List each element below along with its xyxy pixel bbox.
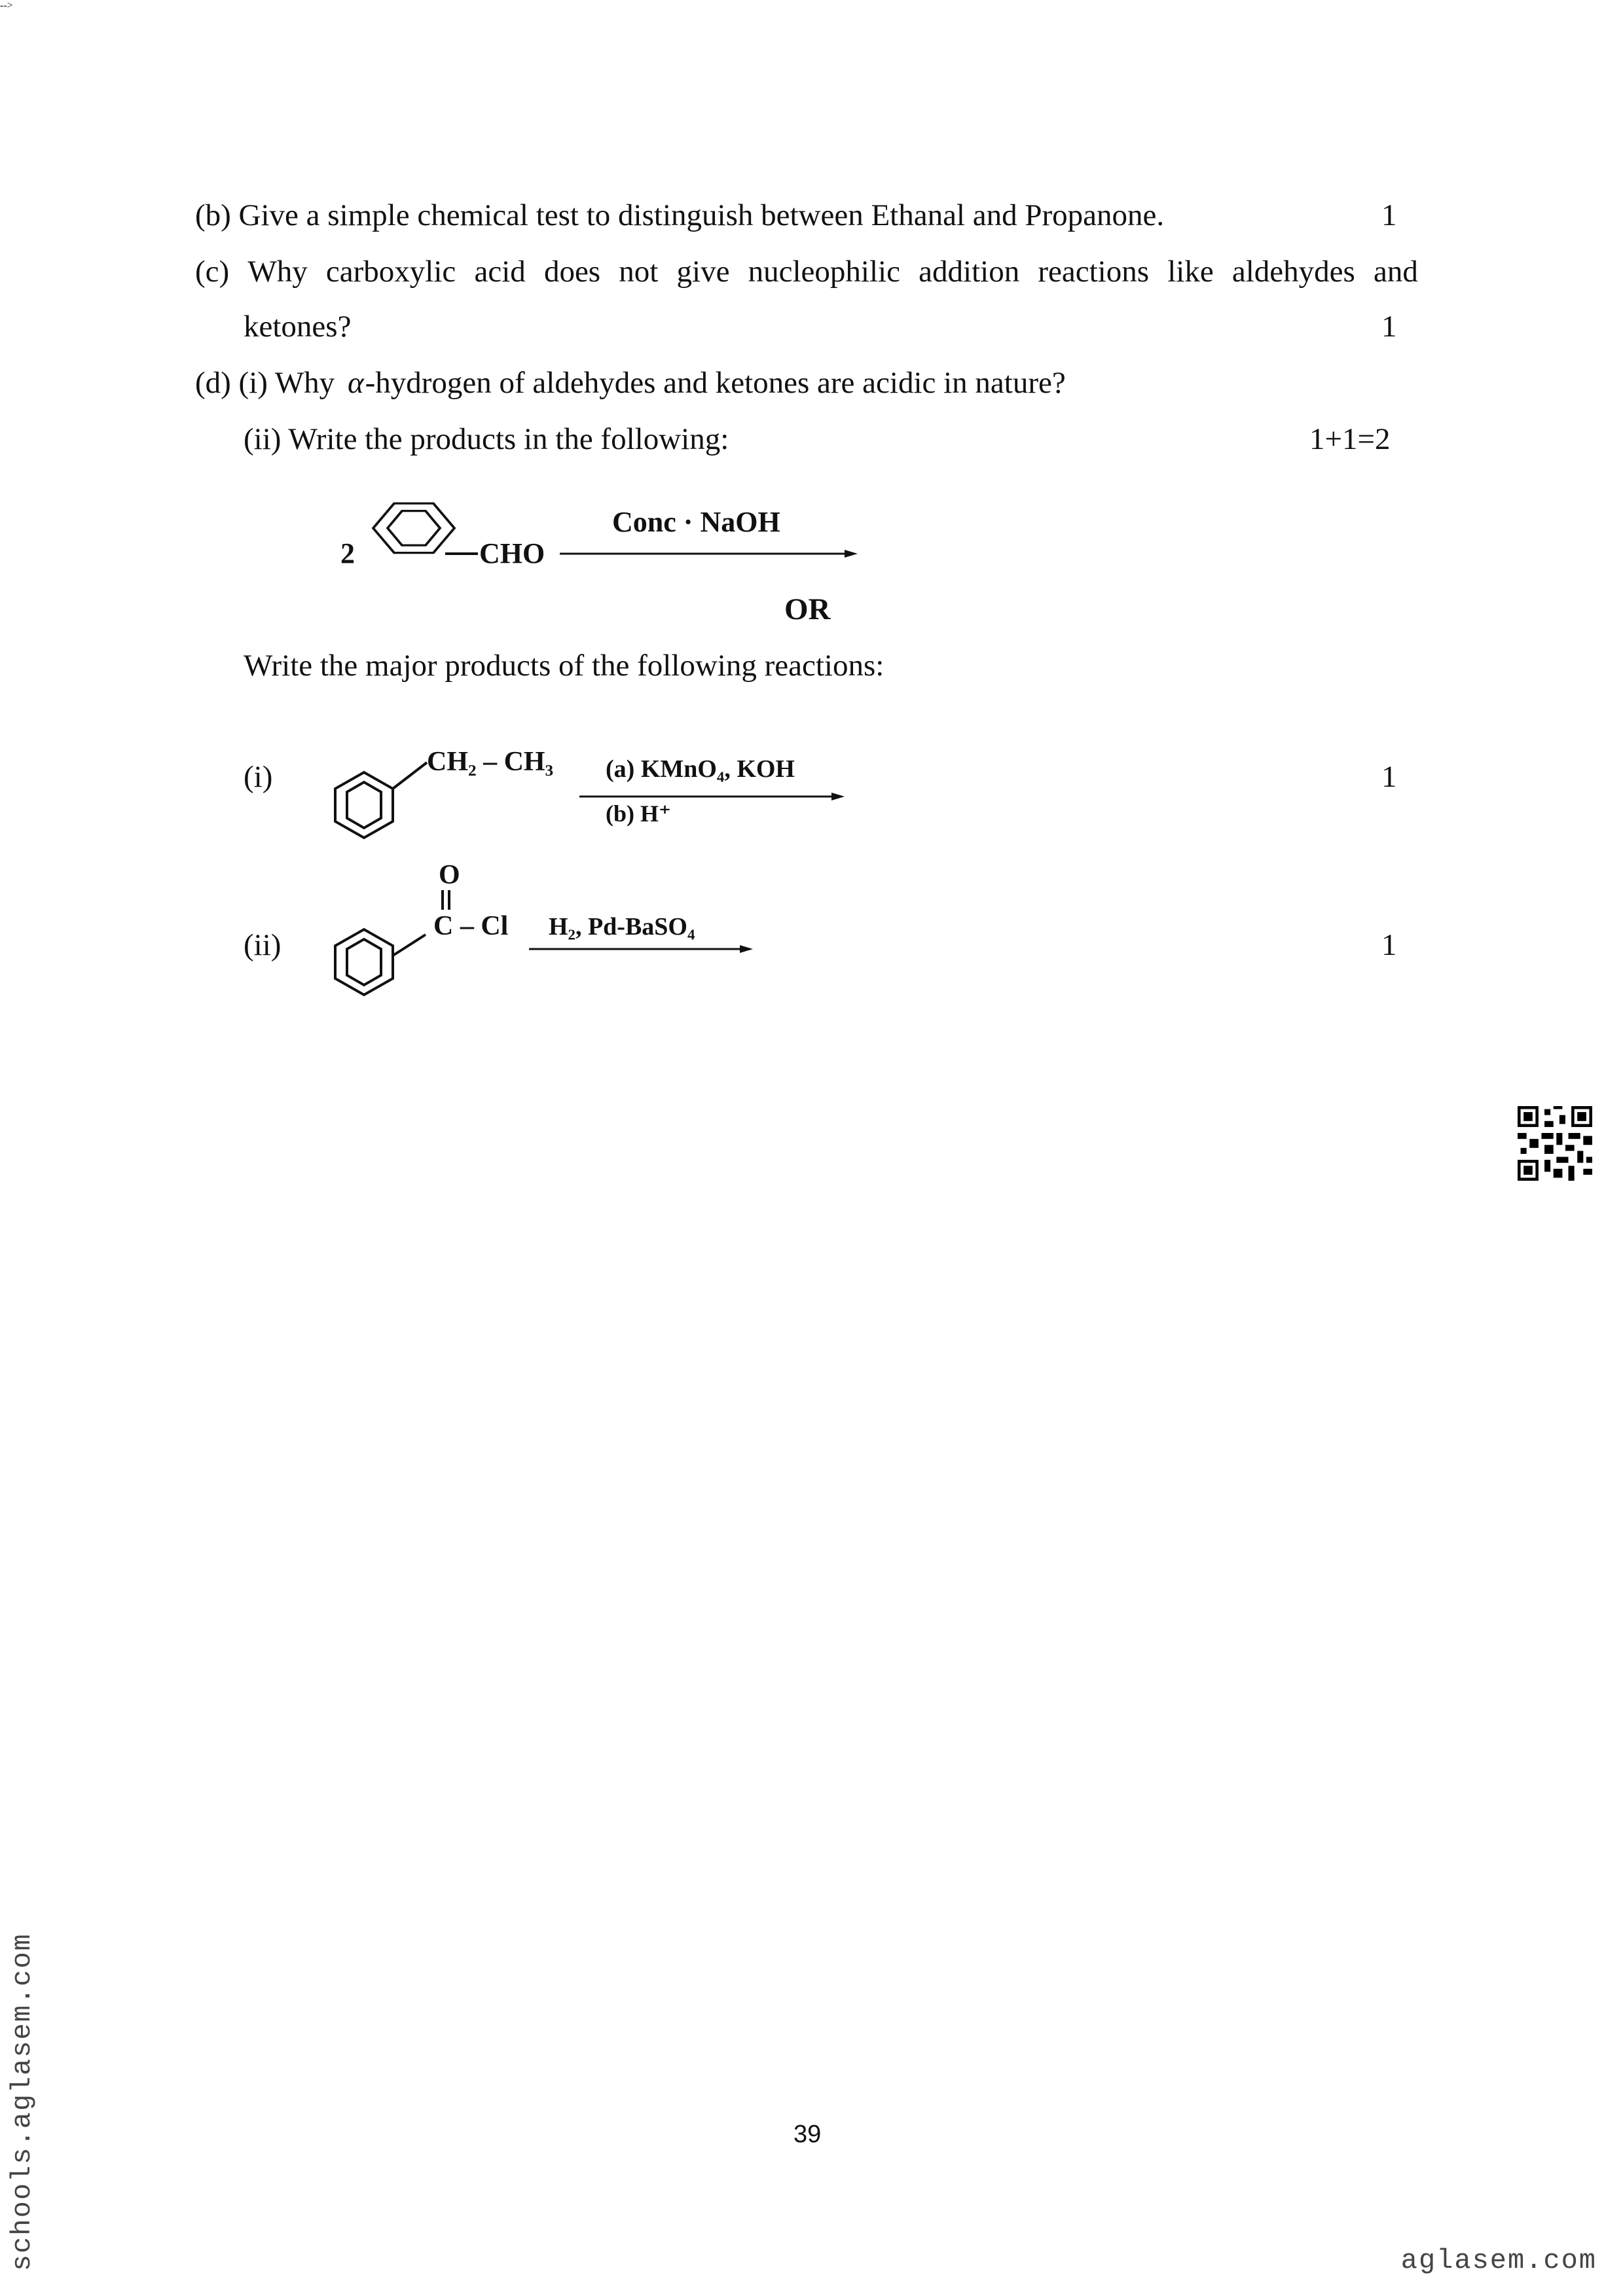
reaction-arrow-icon (560, 550, 858, 558)
alt-ii-reagent: H₂, Pd-BaSO₄ (549, 913, 695, 941)
question-d-ii-text: (ii) Write the products in the following: (244, 422, 729, 456)
alt-i-label: (i) (244, 760, 273, 794)
alt-ii-marks: 1 (1381, 928, 1397, 962)
question-c-marks: 1 (1381, 310, 1397, 344)
question-b-text: (b) Give a simple chemical test to distinguish between Ethanal and Propanone. (195, 198, 1165, 232)
alt-i-substituent: CH₂ – CH₃ (427, 747, 554, 777)
question-c-word: nucleophilic (748, 255, 900, 289)
side-watermark: schools.aglasem.com (7, 1933, 38, 2271)
question-d-i-prefix: (d) (i) Why (195, 366, 335, 400)
question-c-word: give (676, 255, 730, 289)
rosenmund-reaction-diagram (327, 851, 786, 1021)
question-c-word: addition (919, 255, 1020, 289)
cannizzaro-reaction-diagram (340, 497, 864, 583)
question-c-word: does (543, 255, 601, 289)
qr-code-icon (1518, 1106, 1592, 1181)
question-c-word: acid (474, 255, 526, 289)
question-c-word: and (1374, 255, 1418, 289)
question-c-word: (c) (195, 255, 230, 289)
alt-ii-label: (ii) (244, 928, 282, 962)
question-c-word: not (619, 255, 659, 289)
oxidation-reaction-diagram (327, 736, 871, 861)
question-c-line2: ketones? (244, 310, 352, 344)
alt-i-marks: 1 (1381, 760, 1397, 794)
question-c-word: reactions (1038, 255, 1150, 289)
alt-ii-group: C – Cl (433, 911, 509, 941)
question-c-word: carboxylic (325, 255, 456, 289)
reaction-arrow-icon (529, 945, 753, 953)
reaction-coefficient: 2 (340, 537, 355, 569)
reaction-reagent-naoh: Conc · NaOH (612, 506, 780, 538)
question-c-word: Why (247, 255, 308, 289)
alt-ii-carbonyl-o: O (439, 860, 460, 890)
question-b-marks: 1 (1381, 198, 1397, 232)
benzene-ring-icon (335, 929, 393, 995)
question-c-line1 (195, 257, 1418, 287)
question-c-word: like (1167, 255, 1214, 289)
reaction-arrow-icon (579, 793, 845, 800)
benzene-ring-icon (335, 772, 393, 838)
reaction-group-cho: CHO (479, 537, 545, 569)
question-c-word: aldehydes (1231, 255, 1355, 289)
bottom-watermark: aglasem.com (1400, 2245, 1597, 2276)
alt-i-reagent-a: (a) KMnO₄, KOH (606, 755, 795, 783)
question-d-i-text (195, 368, 1066, 399)
alt-i-reagent-b: (b) H⁺ (606, 800, 672, 827)
question-d-i-rest: -hydrogen of aldehydes and ketones are acidic in nature? (365, 366, 1066, 400)
question-d-marks: 1+1=2 (1309, 422, 1391, 456)
benzene-ring-icon (373, 503, 454, 552)
alternative-intro: Write the major products of the following reactions: (244, 649, 884, 683)
or-label: OR (784, 592, 831, 626)
page-number: 39 (793, 2121, 822, 2148)
alpha-symbol: α (347, 366, 364, 400)
